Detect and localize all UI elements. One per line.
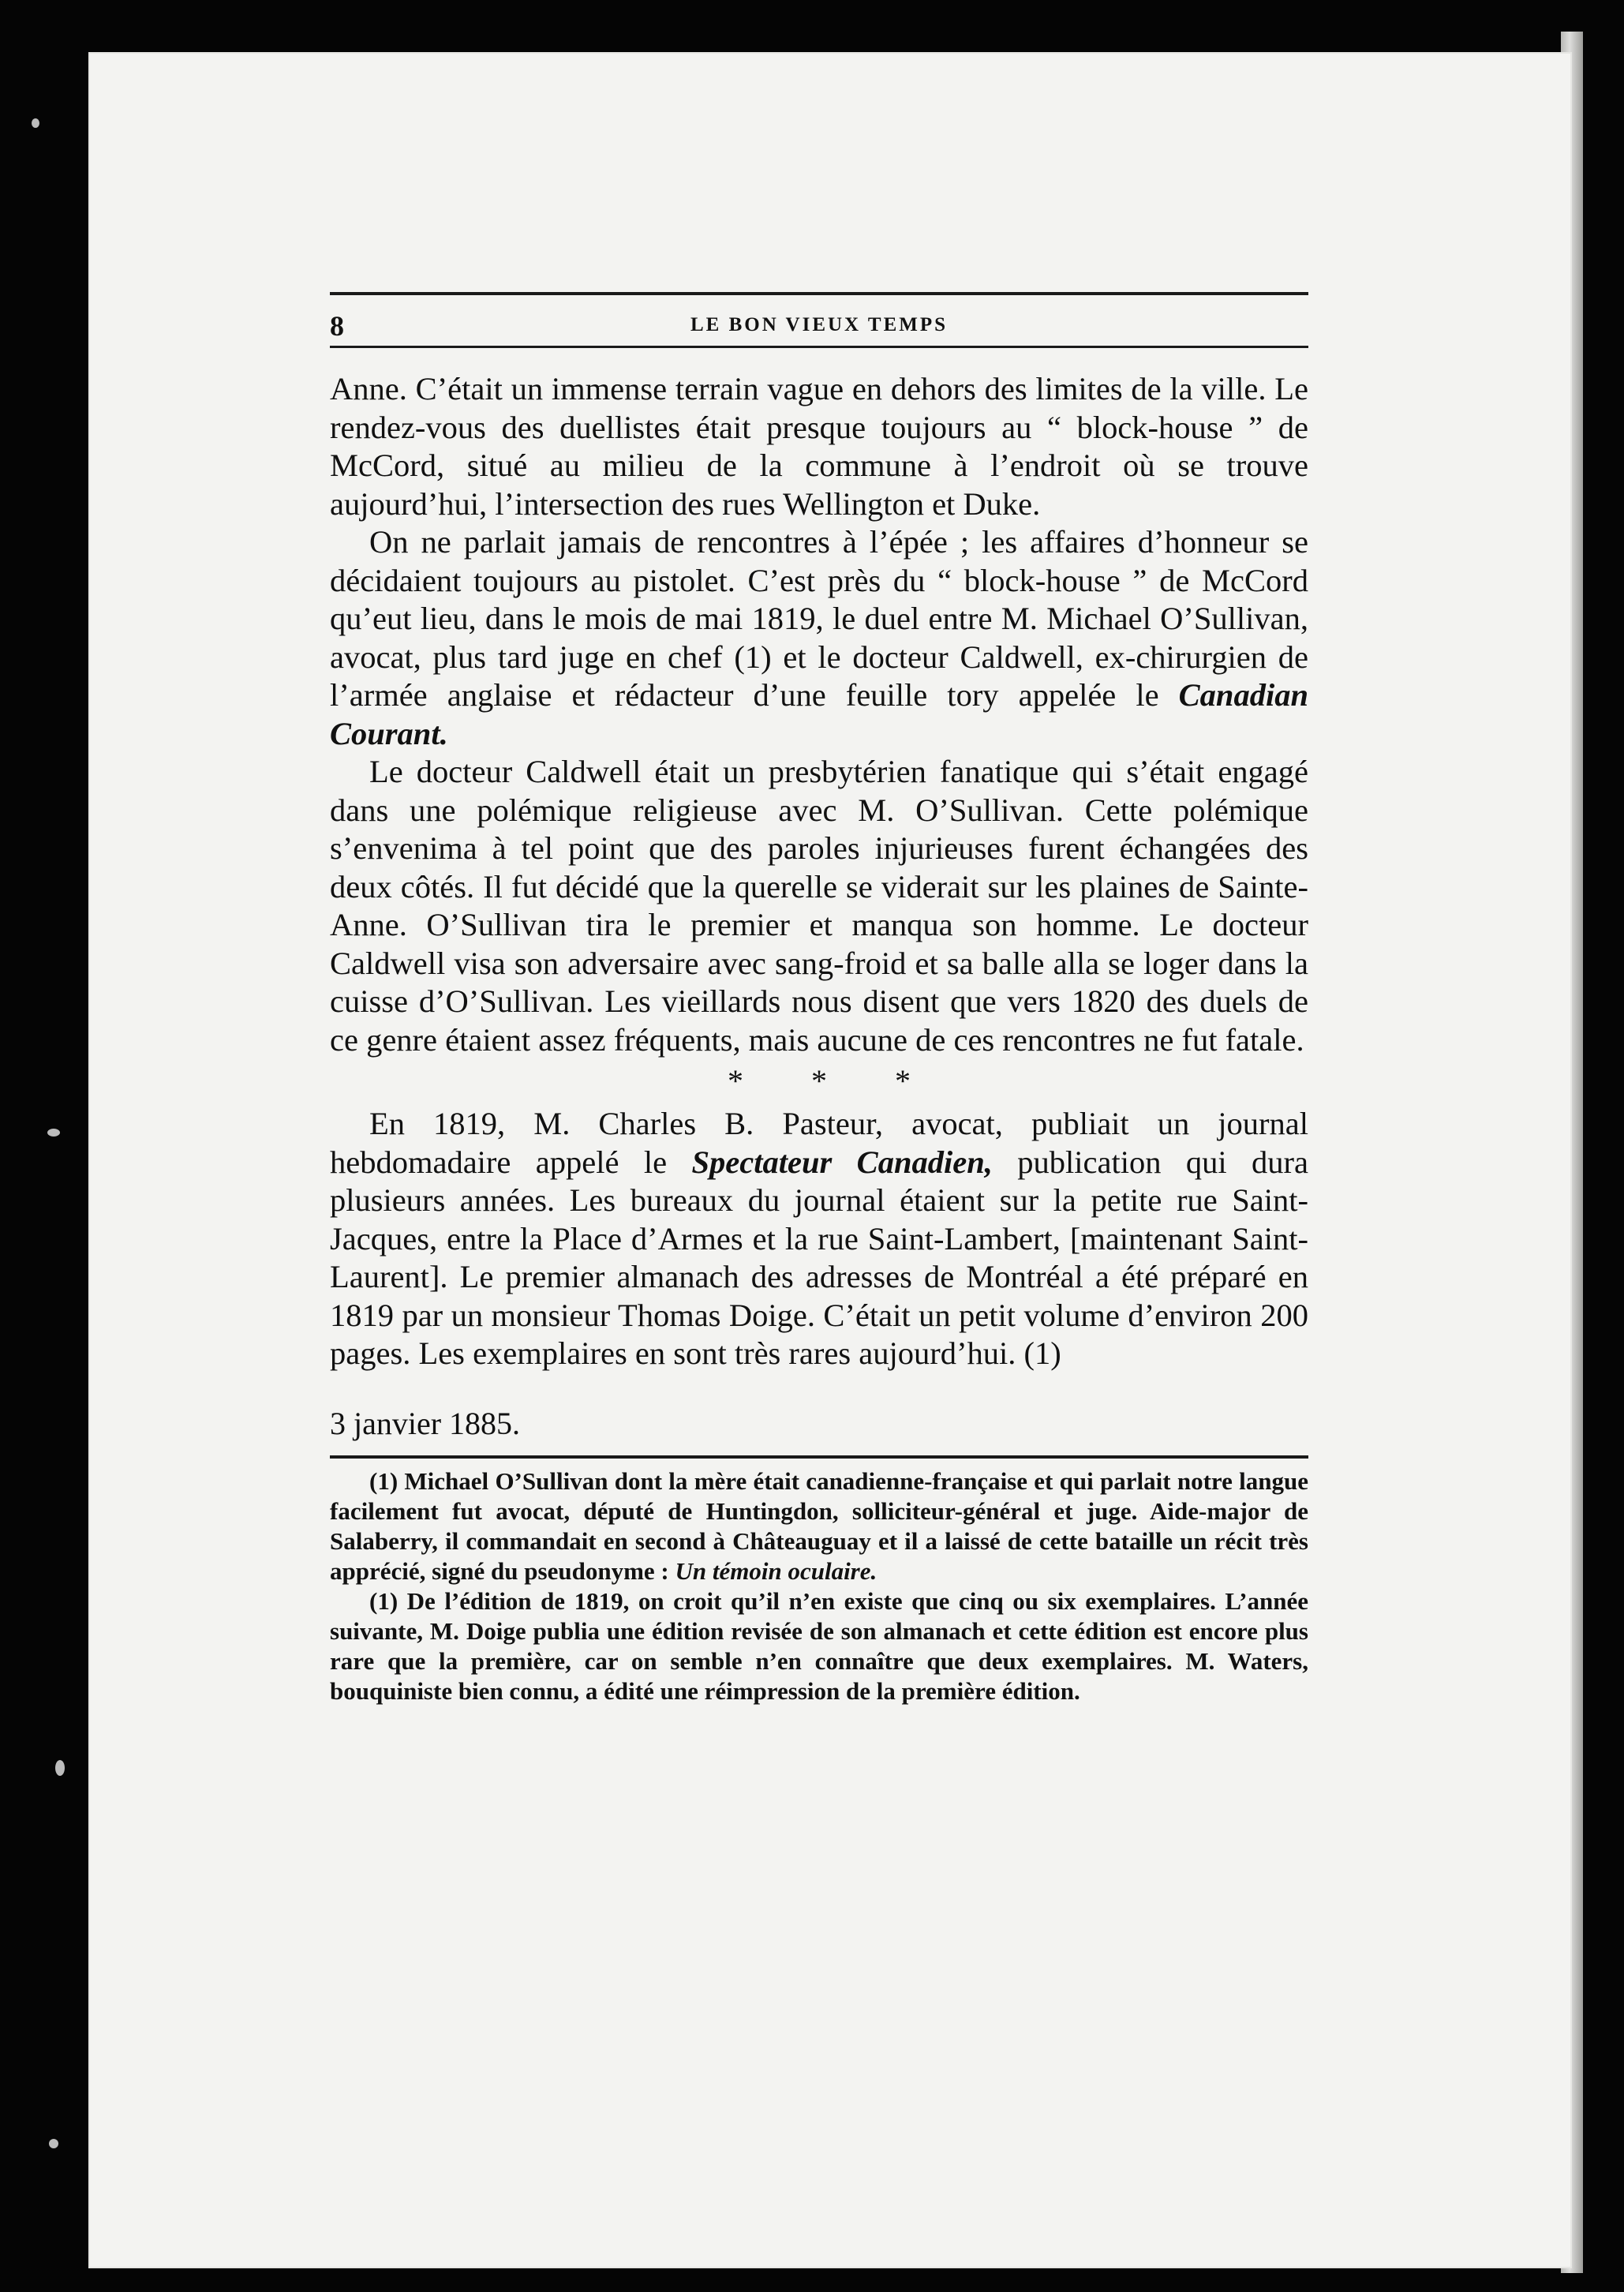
footnotes xyxy=(330,1466,1308,1706)
header-rule-top xyxy=(330,292,1308,295)
footnote xyxy=(330,1466,1308,1586)
paragraph: Le docteur Caldwell était un presbytérien fanatique qui s’était engagé dans une polémique religieuse avec M. O’Sullivan. Cette polémique s’envenima à tel point que des paroles injurieuses furent échangées des deux côtés. Il fut décidé que la querelle se viderait sur les plaines de Sainte-Anne. O’Sullivan tira le premier et manqua son homme. Le docteur Caldwell visa son adversaire avec sang-froid et sa balle alla se loger dans la cuisse d’O’Sullivan. Les vieillards nous disent que vers 1820 des duels de ce genre étaient assez fréquents, mais aucune de ces rencontres ne fut fatale. xyxy=(330,754,1308,1058)
paragraph-text: publication qui dura plusieurs années. Les bureaux du journal étaient sur la petite rue Saint-Jacques, entre la Place d’Armes et la rue Saint-Lambert, [maintenant Saint-Laurent]. Le premier almanach des adresses de Montréal a été préparé en 1819 par un monsieur Thomas Doige. C’était un petit volume d’environ 200 pages. Les exemplaires en sont très rares aujourd’hui. (1) xyxy=(330,1144,1308,1371)
scan-speck xyxy=(47,1129,60,1137)
running-title: LE BON VIEUX TEMPS xyxy=(690,314,949,335)
newspaper-title: Canadian Courant. xyxy=(330,677,1308,751)
paragraph xyxy=(330,1105,1308,1373)
dateline: 3 janvier 1885. xyxy=(330,1405,521,1441)
section-break: * * * xyxy=(728,1063,941,1099)
footnote: (1) De l’édition de 1819, on croit qu’il n’en existe que cinq ou six exemplaires. L’année suivante, M. Doige publia une édition revisée de son almanach et cette édition est encore plus rare que la première, car on semble n’en connaître que deux exemplaires. M. Waters, bouquiniste bien connu, a édité une réimpression de la première édition. xyxy=(330,1586,1308,1705)
paragraph-text: On ne parlait jamais de rencontres à l’épée ; les affaires d’honneur se décidaient toujours au pistolet. C’est près du “ block-house ” de McCord qu’eut lieu, dans le mois de mai 1819, le duel entre M. Michael O’Sullivan, avocat, plus tard juge en chef (1) et le docteur Caldwell, ex-chirurgien de l’armée anglaise et rédacteur d’une feuille tory appelée le xyxy=(330,524,1308,713)
paragraph xyxy=(330,523,1308,753)
paragraph: Anne. C’était un immense terrain vague en dehors des limites de la ville. Le rendez-vous des duellistes était presque toujours au “ block-house ” de McCord, situé au milieu de la commune à l’endroit où se trouve aujourd’hui, l’intersection des rues Wellington et Duke. xyxy=(330,371,1308,522)
pseudonym: Un témoin oculaire. xyxy=(675,1556,877,1585)
body-text xyxy=(330,370,1308,1373)
footnote-rule xyxy=(330,1455,1308,1459)
newspaper-title: Spectateur Canadien, xyxy=(691,1144,993,1180)
header-rule-bottom xyxy=(330,346,1308,348)
scan-speck xyxy=(49,2139,58,2148)
scan-speck xyxy=(32,118,39,128)
running-head xyxy=(330,300,1308,346)
page-number: 8 xyxy=(330,310,344,342)
paragraph-text: En 1819, M. Charles B. Pasteur, avocat, publiait un journal hebdomadaire appelé le xyxy=(330,1106,1308,1180)
footnote-text: (1) Michael O’Sullivan dont la mère était canadienne-française et qui parlait notre langue facilement fut avocat, député de Huntingdon, solliciteur-général et juge. Aide-major de Salaberry, il commandait en second à Châteauguay et il a laissé de cette bataille un récit très apprécié, signé du pseudonyme : xyxy=(330,1466,1308,1585)
scan-speck xyxy=(55,1760,65,1776)
page-content xyxy=(330,292,1308,1706)
